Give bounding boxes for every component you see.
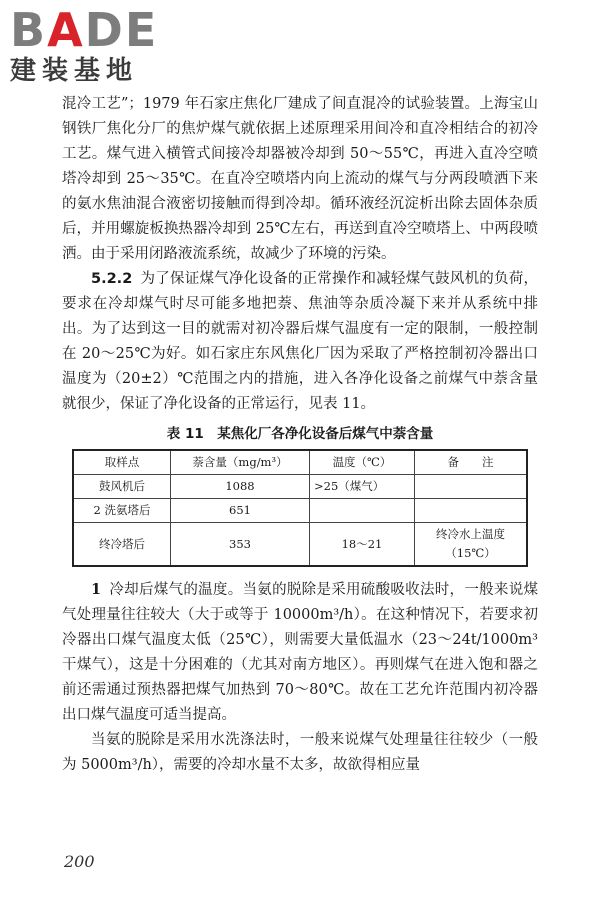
table-cell: 终冷水上温度（15℃） bbox=[415, 523, 528, 567]
table-header-cell: 萘含量（mg/m³） bbox=[171, 450, 310, 475]
item-1 bbox=[62, 577, 538, 728]
paragraph-final: 当氨的脱除是采用水洗涤法时，一般来说煤气处理量往往较少（一般为 5000m³/h），需要的冷却水量不太多，故欲得相应量 bbox=[62, 732, 538, 773]
table-row bbox=[73, 475, 527, 499]
table-cell: 353 bbox=[171, 523, 310, 567]
table-cell: >25（煤气） bbox=[310, 475, 415, 499]
table-cell: 终冷塔后 bbox=[73, 523, 171, 567]
section-number: 5.2.2 bbox=[91, 271, 133, 287]
table-cell bbox=[415, 499, 528, 523]
page-number: 200 bbox=[64, 852, 95, 871]
paragraph-continuation: 混冷工艺”；1979 年石家庄焦化厂建成了间直混冷的试验装置。上海宝山钢铁厂焦化分厂的焦炉煤气就依据上述原理采用间冷和直冷相结合的初冷工艺。煤气进入横管式间接冷却器被冷却到 50～55℃，再进入直冷空喷塔冷却到 25～35℃。在直冷空喷塔内向上流动的煤气与分两段喷洒下来的氨水焦油混合液密切接触而得到冷却。循环液经沉淀析出除去固体杂质后，并用螺旋板换热器冷却到 25℃左右，再送到直冷空喷塔上、中两段喷洒。由于采用闭路液流系统，故减少了环境的污染。 bbox=[62, 96, 538, 262]
section-5-2-2 bbox=[62, 267, 538, 417]
table-header-cell: 温度（℃） bbox=[310, 450, 415, 475]
brand-logo bbox=[10, 3, 159, 86]
table-cell: 2 洗氨塔后 bbox=[73, 499, 171, 523]
table-cell: 1088 bbox=[171, 475, 310, 499]
table-cell bbox=[415, 475, 528, 499]
table-row bbox=[73, 499, 527, 523]
item-number: 1 bbox=[91, 581, 102, 598]
table-row bbox=[73, 523, 527, 567]
table-title: 表 11 某焦化厂各净化设备后煤气中萘含量 bbox=[166, 426, 434, 442]
table-cell: 18～21 bbox=[310, 523, 415, 567]
table-header-cell: 取样点 bbox=[73, 450, 171, 475]
page-content bbox=[62, 92, 538, 778]
brand-logo-subtitle: 建装基地 bbox=[10, 56, 139, 86]
naphthalene-table bbox=[72, 449, 528, 567]
table-header-cell: 备 注 bbox=[415, 450, 528, 475]
item-text: 冷却后煤气的温度。当氨的脱除是采用硫酸吸收法时，一般来说煤气处理量往往较大（大于或等于 10000m³/h）。在这种情况下，若要求初冷器出口煤气温度太低（25℃），则需要大量低温水（23～24t/1000m³ 干煤气），这是十分困难的（尤其对南方地区）。再则煤气在进入饱和器之前还需通过预热器把煤气加热到 70～80℃。故在工艺允许范围内初冷器出口煤气温度可适当提高。 bbox=[62, 582, 538, 723]
section-text: 为了保证煤气净化设备的正常操作和减轻煤气鼓风机的负荷，要求在冷却煤气时尽可能多地把萘、焦油等杂质冷凝下来并从系统中排出。为了达到这一目的就需对初冷器后煤气温度有一定的限制，一般控制在 20～25℃为好。如石家庄东风焦化厂因为采取了严格控制初冷器出口温度为（20±2）℃范围之内的措施，进入各净化设备之前煤气中萘含量就很少，保证了净化设备的正常运行，见表 11。 bbox=[62, 271, 538, 412]
table-cell: 651 bbox=[171, 499, 310, 523]
table-cell bbox=[310, 499, 415, 523]
table-header-row bbox=[73, 450, 527, 475]
table-cell: 鼓风机后 bbox=[73, 475, 171, 499]
brand-logo-wordmark: BADE bbox=[10, 3, 159, 57]
